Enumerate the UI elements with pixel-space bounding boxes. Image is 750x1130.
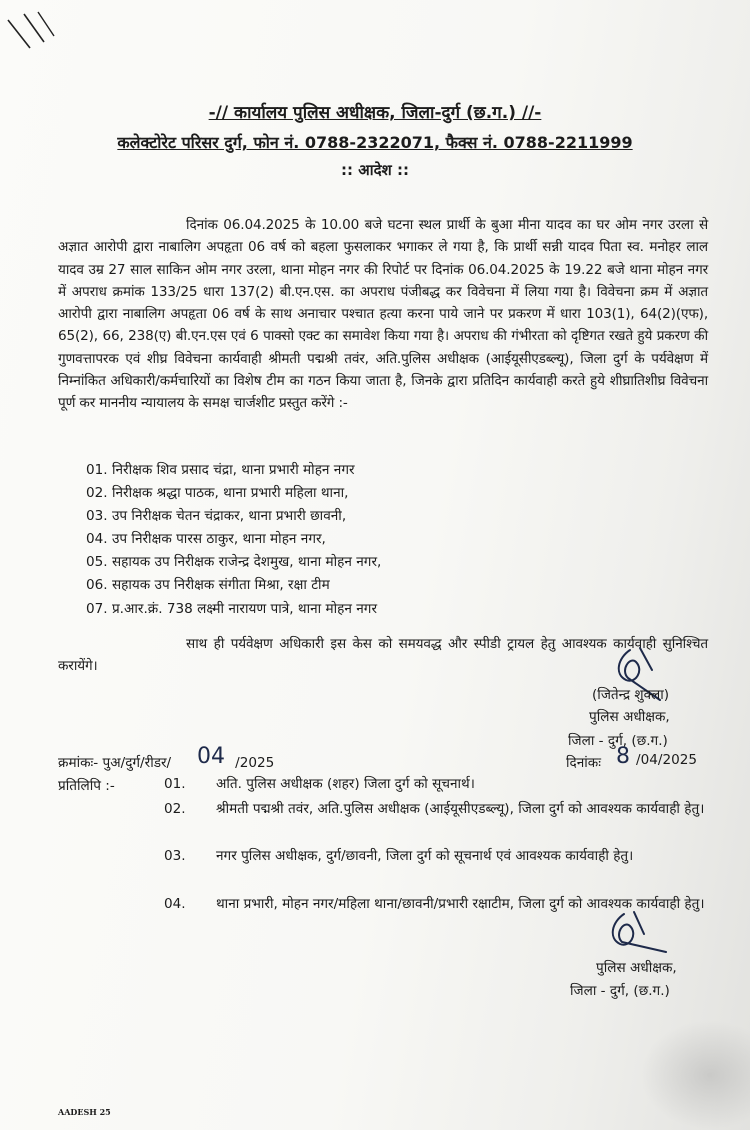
team-list (86, 459, 381, 621)
list-item: 04. उप निरीक्षक पारस ठाकुर, थाना मोहन नगर, (86, 531, 326, 548)
reference-number (58, 752, 274, 771)
copy-number: 04. (164, 896, 186, 912)
order-paragraph-1: दिनांक 06.04.2025 के 10.00 बजे घटना स्थल प्रार्थी के बुआ मीना यादव का घर ओम नगर उरला से अज्ञात आरोपी द्वारा नाबालिग अपहृता 06 वर्ष को बहला फुसलाकर भगाकर ले गया है, कि प्रार्थी सन्नी यादव पिता स्व. मनोहर लाल यादव उम्र 27 साल साकिन ओम नगर उरला, थाना मोहन नगर की रिपोर्ट पर दिनांक 06.04.2025 के 19.22 बजे थाना मोहन नगर में अपराध क्रमांक 133/25 धारा 137(2) बी.एन.एस. का अपराध पंजीबद्ध कर विवेचना में लिया गया है। विवेचना क्रम में अज्ञात आरोपी द्वारा नाबालिग अपहृता 06 वर्ष के साथ अनाचार पश्चात हत्या करना पाये जाने पर प्रकरण में धारा 103(1), 64(2)(एफ), 65(2), 66, 238(ए) बी.एन.एस एवं 6 पाक्सो एक्ट का समावेश किया गया है। अपराध की गंभीरता को दृष्टिगत रखते हुये प्रकरण की गुणवत्तापरक एवं शीघ्र विवेचना कार्यवाही श्रीमती पद्मश्री तवंर, अति.पुलिस अधीक्षक (आईयूसीएडब्ल्यू), जिला दुर्ग के पर्यवेक्षण में निम्नांकित अधिकारी/कर्मचारियों का विशेष टीम का गठन किया जाता है, जिनके द्वारा प्रतिदिन कार्यवाही करते हुये शीघ्रातिशीघ्र विवेचना पूर्ण कर माननीय न्यायालय के समक्ष चार्जशीट प्रस्तुत करेंगे :- (58, 217, 708, 412)
handwritten-reference-no: 04 (197, 744, 225, 769)
copy-text: श्रीमती पद्मश्री तवंर, अति.पुलिस अधीक्षक (आईयूसीएडब्ल्यू), जिला दुर्ग को आवश्यक कार्यवाही हेतु। (216, 801, 705, 817)
copy-number: 02. (164, 801, 186, 817)
date-rest: /04/2025 (636, 752, 698, 768)
date-label: दिनांकः (566, 755, 601, 771)
list-item: 01. निरीक्षक शिव प्रसाद चंद्रा, थाना प्रभारी मोहन नगर (86, 462, 355, 478)
list-item: 06. सहायक उप निरीक्षक संगीता मिश्रा, रक्षा टीम (86, 577, 330, 594)
list-item: 02. निरीक्षक श्रद्धा पाठक, थाना प्रभारी महिला थाना, (86, 485, 349, 502)
signatory-district: जिला - दुर्ग, (छ.ग.) (568, 733, 668, 749)
reference-prefix: क्रमांकः- पुअ/दुर्ग/रीडर/ (58, 755, 172, 771)
copy-number: 01. (164, 776, 186, 792)
reference-year: /2025 (235, 755, 275, 771)
signatory-district-2: जिला - दुर्ग, (छ.ग.) (570, 983, 670, 999)
copy-text: थाना प्रभारी, मोहन नगर/महिला थाना/छावनी/प्रभारी रक्षाटीम, जिला दुर्ग को आवश्यक कार्यवाही हेतु। (216, 896, 705, 912)
order-paragraph-2: साथ ही पर्यवेक्षण अधिकारी इस केस को समयवद्ध और स्पीडी ट्रायल हेतु आवश्यक कार्यवाही सुनिश्चित करायेंगे। (58, 636, 708, 675)
copy-label: प्रतिलिपि :- (58, 778, 115, 794)
signatory-designation: पुलिस अधीक्षक, (589, 709, 670, 725)
copy-text: नगर पुलिस अधीक्षक, दुर्ग/छावनी, जिला दुर्ग को सूचनार्थ एवं आवश्यक कार्यवाही हेतु। (216, 848, 634, 864)
list-item: 05. सहायक उप निरीक्षक राजेन्द्र देशमुख, थाना मोहन नगर, (86, 554, 382, 571)
order-heading: :: आदेश :: (341, 161, 409, 179)
list-item: 07. प्र.आर.क्रं. 738 लक्ष्मी नारायण पात्रे, थाना मोहन नगर (86, 600, 378, 617)
pen-scratch-mark (4, 8, 64, 58)
office-title: -// कार्यालय पुलिस अधीक्षक, जिला-दुर्ग (छ.ग.) //- (208, 103, 542, 123)
signatory-name: (जितेन्द्र शुक्ला) (592, 687, 670, 703)
office-address: कलेक्टोरेट परिसर दुर्ग, फोन नं. 0788-2322071, फैक्स नं. 0788-2211999 (117, 133, 633, 152)
copy-text: अति. पुलिस अधीक्षक (शहर) जिला दुर्ग को सूचनार्थ। (216, 776, 475, 792)
paper-shadow (640, 1020, 750, 1130)
copy-number: 03. (164, 848, 186, 864)
handwritten-day: 8 (616, 744, 630, 769)
footer-code: AADESH 25 (58, 1107, 111, 1117)
list-item: 03. उप निरीक्षक चेतन चंद्राकर, थाना प्रभारी छावनी, (86, 508, 347, 525)
signatory-designation-2: पुलिस अधीक्षक, (596, 960, 677, 976)
